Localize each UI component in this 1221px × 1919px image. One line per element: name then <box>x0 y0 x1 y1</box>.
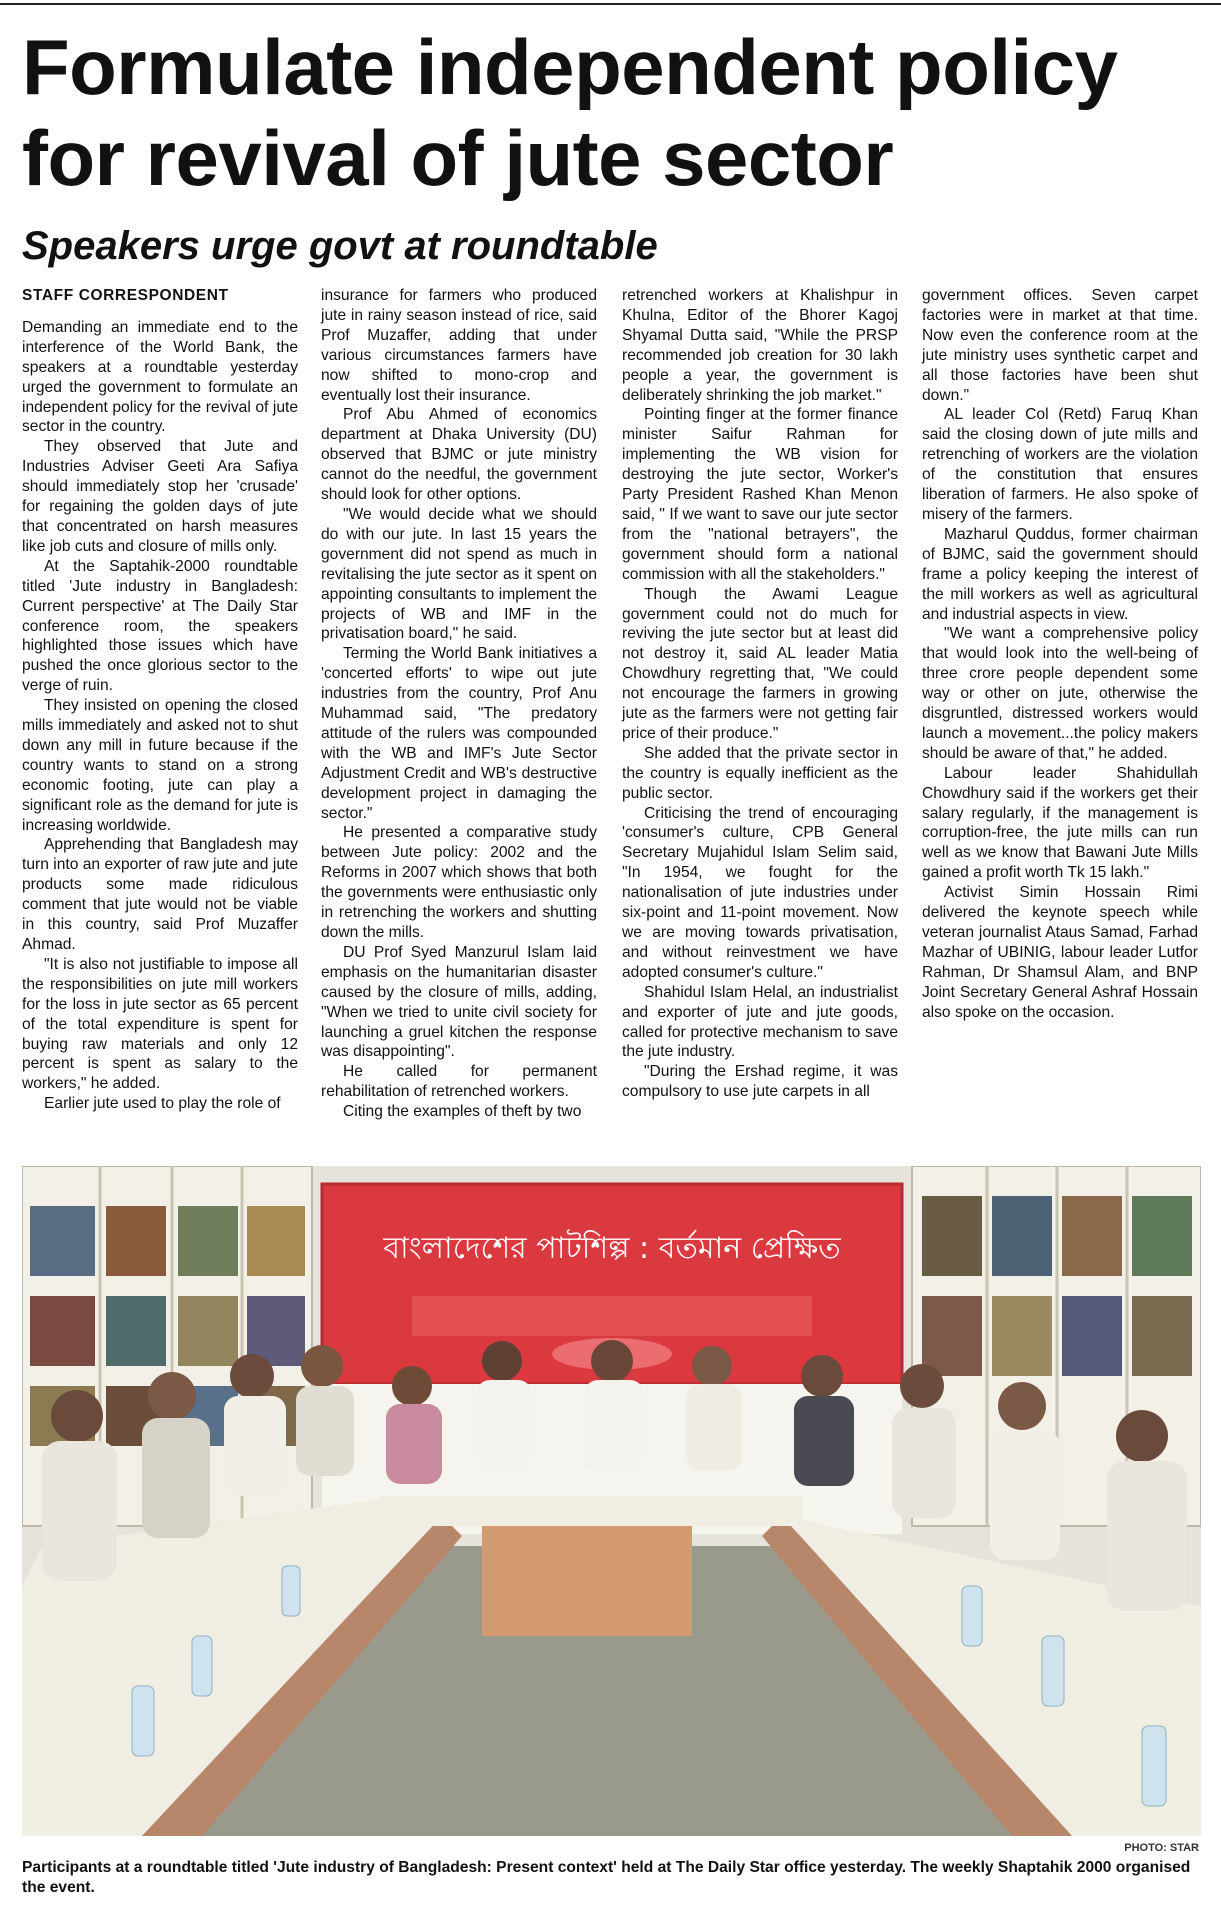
paragraph: Citing the examples of theft by two <box>343 1103 582 1121</box>
article-body <box>22 286 1202 1146</box>
photo-caption: Participants at a roundtable titled 'Jute industry of Bangladesh: Present context' held at The Daily Star office yesterday. The weekly Shaptahik 2000 organised the event. <box>22 1859 1191 1896</box>
article-column-2 <box>321 286 597 1122</box>
paragraph: She added that the private sector in the country is equally inefficient as the public sector. <box>622 744 898 802</box>
article-column-1 <box>22 286 298 1114</box>
banner-text: বাংলাদেশের পাটশিল্প : বর্তমান প্রেক্ষিত <box>383 1231 841 1266</box>
paragraph: Demanding an immediate end to the interference of the World Bank, the speakers at a roundtable yesterday urged the government to formulate an independent policy for the revival of jute sector in the country. <box>22 318 298 436</box>
paragraph: Activist Simin Hossain Rimi delivered the keynote speech while veteran journalist Ataus Samad, Farhad Mazhar of UBINIG, labour leader Lutfor Rahman, Dr Shamsul Alam, and BNP Joint Secretary General Ashraf Hossain also spoke on the occasion. <box>922 884 1198 1021</box>
paragraph: "It is also not justifiable to impose all the responsibilities on jute mill workers for the loss in jute sector as 65 percent of the total expenditure is spent for buying raw materials and only 12 percent is spent as salary to the workers," he added. <box>22 955 298 1093</box>
paragraph: "During the Ershad regime, it was compulsory to use jute carpets in all <box>622 1063 898 1101</box>
paragraph: government offices. Seven carpet factories were in market at that time. Now even the conference room at the jute ministry uses synthetic carpet and all those factories have been shut down." <box>922 287 1198 404</box>
article-column-3 <box>622 286 898 1102</box>
paragraph: Terming the World Bank initiatives a 'concerted efforts' to wipe out jute industries from the country, Prof Anu Muhammad said, "The predatory attitude of the rulers was compounded with the WB and IMF's Jute Sector Adjustment Credit and WB's destructive development project in damaging the sector." <box>321 645 597 822</box>
headline: Formulate independent policy for revival of jute sector <box>22 23 1118 202</box>
byline: STAFF CORRESPONDENT <box>22 287 229 304</box>
paragraph: DU Prof Syed Manzurul Islam laid emphasis on the humanitarian disaster caused by the closure of mills, adding, "When we tried to unite civil society for launching a gruel kitchen the response was disappointing". <box>321 943 597 1061</box>
paragraph: "We would decide what we should do with our jute. In last 15 years the government did not spend as much in revitalising the jute sector as it spent on appointing consultants to implement the projects of WB and IMF in the privatisation board," he said. <box>321 505 597 643</box>
paragraph: Apprehending that Bangladesh may turn into an exporter of raw jute and jute products some made ridiculous comment that jute would not be viable in this country, said Prof Muzaffer Ahmad. <box>22 836 298 953</box>
paragraph: Labour leader Shahidullah Chowdhury said if the workers get their salary regularly, if the management is corruption-free, the jute mills can run well as we know that Bawani Jute Mills gained a profit worth Tk 15 lakh." <box>922 764 1198 882</box>
paragraph: They observed that Jute and Industries Adviser Geeti Ara Safiya should immediately stop her 'crusade' for regaining the golden days of jute that concentrated on harsh measures like job cuts and closure of mills only. <box>22 438 298 555</box>
paragraph: Earlier jute used to play the role of <box>44 1095 281 1113</box>
paragraph: Pointing finger at the former finance minister Saifur Rahman for implementing the WB vision for destroying the jute sector, Worker's Party President Rashed Khan Menon said, " If we want to save our jute sector from the "national betrayers", the government should form a national commission with all the stakeholders." <box>622 406 898 583</box>
paragraph: retrenched workers at Khalishpur in Khulna, Editor of the Bhorer Kagoj Shyamal Dutta said, "While the PRSP recommended job creation for 30 lakh people a year, the government is deliberately shrinking the job market." <box>622 287 898 404</box>
paragraph: At the Saptahik-2000 roundtable titled 'Jute industry in Bangladesh: Current perspective' at The Daily Star conference room, the speakers highlighted those issues which have pushed the once glorious sector to the verge of ruin. <box>22 557 298 695</box>
subheadline: Speakers urge govt at roundtable <box>22 224 658 268</box>
paragraph: He presented a comparative study between Jute policy: 2002 and the Reforms in 2007 which shows that both the governments were enthusiastic only in retrenching the workers and shutting down the mills. <box>321 824 597 941</box>
top-rule <box>0 3 1221 5</box>
roundtable-photo <box>22 1166 1201 1836</box>
paragraph: They insisted on opening the closed mills immediately and asked not to shut down any mill in future because if the country wants to stand on a strong economic footing, jute can play a significant role as the demand for jute is increasing worldwide. <box>22 697 298 834</box>
photo-credit: PHOTO: STAR <box>1124 1842 1199 1854</box>
paragraph: Criticising the trend of encouraging 'consumer's culture, CPB General Secretary Mujahidul Islam Selim said, "In 1954, we fought for the nationalisation of jute industries under six-point and 11-point movement. Now we are moving towards privatisation, and without reinvestment we have adopted consumer's culture." <box>622 804 898 981</box>
paragraph: Though the Awami League government could not do much for reviving the jute sector but at least did not destroy it, said AL leader Matia Chowdhury regretting that, "We could not encourage the farmers in growing jute as the farmers were not getting fair price of their produce." <box>622 585 898 742</box>
roundtable-photo-illustration <box>22 1166 1201 1836</box>
paragraph: insurance for farmers who produced jute in rainy season instead of rice, said Prof Muzaffer, adding that under various circumstances farmers have now shifted to mono-crop and eventually lost their insurance. <box>321 287 597 404</box>
paragraph: Shahidul Islam Helal, an industrialist and exporter of jute and jute goods, called for protective mechanism to save the jute industry. <box>622 983 898 1061</box>
paragraph: "We want a comprehensive policy that would look into the well-being of three crore people dependent some way or other on jute, otherwise the disgruntled, distressed workers would launch a movement...the policy makers should be aware of that," he added. <box>922 625 1198 762</box>
paragraph: AL leader Col (Retd) Faruq Khan said the closing down of jute mills and retrenching of workers are the violation of the constitution that ensures liberation of farmers. He also spoke of misery of the farmers. <box>922 406 1198 523</box>
paragraph: Mazharul Quddus, former chairman of BJMC, said the government should frame a policy keeping the interest of the mill workers as well as agricultural and industrial aspects in view. <box>922 525 1198 623</box>
article-column-4 <box>922 286 1198 1023</box>
paragraph: He called for permanent rehabilitation of retrenched workers. <box>321 1063 597 1101</box>
paragraph: Prof Abu Ahmed of economics department at Dhaka University (DU) observed that BJMC or jute ministry cannot do the needful, the government should look for other options. <box>321 406 597 504</box>
